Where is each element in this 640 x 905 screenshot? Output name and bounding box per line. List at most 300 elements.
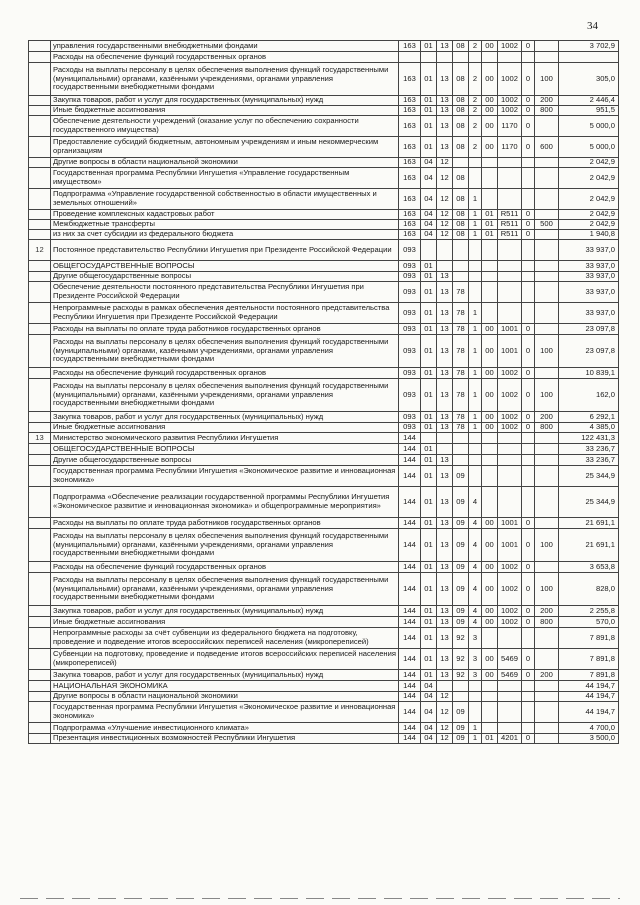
row-number bbox=[29, 303, 51, 324]
program-code: 92 bbox=[453, 670, 469, 681]
extra-code bbox=[522, 261, 535, 272]
direction-code bbox=[498, 466, 522, 487]
extra-code bbox=[522, 272, 535, 282]
program-code: 08 bbox=[453, 189, 469, 210]
subsection-code: 13 bbox=[437, 303, 453, 324]
table-row bbox=[29, 573, 619, 606]
row-name: Расходы на обеспечение функций государственных органов bbox=[51, 562, 399, 573]
ministry-code: 093 bbox=[399, 303, 421, 324]
event-code bbox=[482, 52, 498, 63]
row-amount: 33 937,0 bbox=[559, 272, 619, 282]
program-code: 78 bbox=[453, 368, 469, 379]
program-code: 92 bbox=[453, 649, 469, 670]
row-amount: 5 000,0 bbox=[559, 116, 619, 137]
row-amount: 23 097,8 bbox=[559, 324, 619, 335]
section-code: 01 bbox=[421, 670, 437, 681]
subsection-code: 13 bbox=[437, 617, 453, 628]
row-number bbox=[29, 210, 51, 220]
table-row bbox=[29, 692, 619, 702]
extra-code: 0 bbox=[522, 96, 535, 106]
direction-code bbox=[498, 628, 522, 649]
table-row bbox=[29, 379, 619, 412]
direction-code: 1002 bbox=[498, 368, 522, 379]
event-code: 00 bbox=[482, 606, 498, 617]
section-code bbox=[421, 433, 437, 444]
direction-code bbox=[498, 681, 522, 692]
program-code bbox=[453, 158, 469, 168]
row-number bbox=[29, 529, 51, 562]
row-number bbox=[29, 41, 51, 52]
extra-code: 0 bbox=[522, 573, 535, 606]
event-code: 00 bbox=[482, 335, 498, 368]
event-code: 01 bbox=[482, 210, 498, 220]
expense-type-code bbox=[535, 324, 559, 335]
row-amount: 2 446,4 bbox=[559, 96, 619, 106]
ministry-code bbox=[399, 52, 421, 63]
program-code: 09 bbox=[453, 518, 469, 529]
subprogram-code: 1 bbox=[469, 412, 482, 423]
subprogram-code: 3 bbox=[469, 628, 482, 649]
subprogram-code: 1 bbox=[469, 423, 482, 433]
program-code: 78 bbox=[453, 412, 469, 423]
row-name: Обеспечение деятельности учреждений (оказание услуг по обеспечению сохранности государственного имущества) bbox=[51, 116, 399, 137]
table-row bbox=[29, 628, 619, 649]
expense-type-code bbox=[535, 734, 559, 744]
row-amount: 2 255,8 bbox=[559, 606, 619, 617]
budget-table-body bbox=[29, 41, 619, 744]
row-name: Другие вопросы в области национальной экономики bbox=[51, 692, 399, 702]
section-code: 04 bbox=[421, 702, 437, 723]
direction-code bbox=[498, 272, 522, 282]
event-code bbox=[482, 433, 498, 444]
section-code: 01 bbox=[421, 617, 437, 628]
row-number bbox=[29, 335, 51, 368]
program-code: 78 bbox=[453, 324, 469, 335]
event-code bbox=[482, 240, 498, 261]
direction-code bbox=[498, 702, 522, 723]
row-number bbox=[29, 606, 51, 617]
direction-code: 1002 bbox=[498, 423, 522, 433]
program-code bbox=[453, 272, 469, 282]
row-number bbox=[29, 137, 51, 158]
subprogram-code bbox=[469, 158, 482, 168]
direction-code: 1002 bbox=[498, 573, 522, 606]
subsection-code bbox=[437, 261, 453, 272]
subprogram-code bbox=[469, 455, 482, 466]
expense-type-code: 500 bbox=[535, 220, 559, 230]
row-number bbox=[29, 466, 51, 487]
expense-type-code bbox=[535, 116, 559, 137]
subprogram-code: 4 bbox=[469, 573, 482, 606]
subprogram-code bbox=[469, 282, 482, 303]
row-name: Расходы на выплаты по оплате труда работников государственных органов bbox=[51, 324, 399, 335]
expense-type-code: 100 bbox=[535, 379, 559, 412]
ministry-code: 144 bbox=[399, 444, 421, 455]
row-amount: 162,0 bbox=[559, 379, 619, 412]
program-code: 09 bbox=[453, 529, 469, 562]
program-code: 09 bbox=[453, 573, 469, 606]
section-code: 01 bbox=[421, 606, 437, 617]
table-row bbox=[29, 433, 619, 444]
direction-code: 1002 bbox=[498, 562, 522, 573]
program-code: 08 bbox=[453, 106, 469, 116]
ministry-code: 163 bbox=[399, 41, 421, 52]
ministry-code: 093 bbox=[399, 423, 421, 433]
row-name: Закупка товаров, работ и услуг для государственных (муниципальных) нужд bbox=[51, 670, 399, 681]
extra-code: 0 bbox=[522, 41, 535, 52]
table-row bbox=[29, 116, 619, 137]
row-name: Иные бюджетные ассигнования bbox=[51, 423, 399, 433]
row-amount: 3 702,9 bbox=[559, 41, 619, 52]
row-number bbox=[29, 368, 51, 379]
table-row bbox=[29, 562, 619, 573]
row-amount: 5 000,0 bbox=[559, 137, 619, 158]
ministry-code: 093 bbox=[399, 412, 421, 423]
row-name: управления государственными внебюджетными фондами bbox=[51, 41, 399, 52]
row-amount: 828,0 bbox=[559, 573, 619, 606]
row-number bbox=[29, 379, 51, 412]
program-code: 08 bbox=[453, 41, 469, 52]
program-code bbox=[453, 52, 469, 63]
subprogram-code bbox=[469, 681, 482, 692]
row-number bbox=[29, 455, 51, 466]
expense-type-code bbox=[535, 518, 559, 529]
row-name: Министерство экономического развития Республики Ингушетия bbox=[51, 433, 399, 444]
row-number bbox=[29, 723, 51, 734]
row-name: ОБЩЕГОСУДАРСТВЕННЫЕ ВОПРОСЫ bbox=[51, 444, 399, 455]
direction-code: 1002 bbox=[498, 41, 522, 52]
extra-code bbox=[522, 692, 535, 702]
program-code: 08 bbox=[453, 96, 469, 106]
event-code: 00 bbox=[482, 96, 498, 106]
extra-code: 0 bbox=[522, 106, 535, 116]
section-code: 01 bbox=[421, 335, 437, 368]
subprogram-code bbox=[469, 272, 482, 282]
subsection-code: 13 bbox=[437, 466, 453, 487]
section-code bbox=[421, 240, 437, 261]
subprogram-code: 4 bbox=[469, 529, 482, 562]
expense-type-code: 600 bbox=[535, 137, 559, 158]
direction-code: 1002 bbox=[498, 106, 522, 116]
subsection-code: 13 bbox=[437, 573, 453, 606]
event-code bbox=[482, 168, 498, 189]
event-code: 00 bbox=[482, 518, 498, 529]
expense-type-code bbox=[535, 455, 559, 466]
row-number bbox=[29, 168, 51, 189]
row-number bbox=[29, 220, 51, 230]
section-code bbox=[421, 52, 437, 63]
extra-code bbox=[522, 681, 535, 692]
extra-code: 0 bbox=[522, 412, 535, 423]
table-row bbox=[29, 444, 619, 455]
row-amount: 44 194,7 bbox=[559, 702, 619, 723]
extra-code: 0 bbox=[522, 649, 535, 670]
subsection-code bbox=[437, 52, 453, 63]
section-code: 01 bbox=[421, 137, 437, 158]
ministry-code: 144 bbox=[399, 433, 421, 444]
row-number bbox=[29, 63, 51, 96]
row-number bbox=[29, 324, 51, 335]
row-name: Субвенции на подготовку, проведение и подведение итогов всероссийских переписей населения (микропереписей) bbox=[51, 649, 399, 670]
subprogram-code bbox=[469, 52, 482, 63]
expense-type-code: 800 bbox=[535, 423, 559, 433]
event-code bbox=[482, 303, 498, 324]
row-number: 13 bbox=[29, 433, 51, 444]
ministry-code: 163 bbox=[399, 220, 421, 230]
row-number bbox=[29, 692, 51, 702]
direction-code: 1002 bbox=[498, 379, 522, 412]
direction-code bbox=[498, 189, 522, 210]
row-name: Другие вопросы в области национальной экономики bbox=[51, 158, 399, 168]
direction-code bbox=[498, 261, 522, 272]
row-name: Закупка товаров, работ и услуг для государственных (муниципальных) нужд bbox=[51, 96, 399, 106]
program-code: 78 bbox=[453, 423, 469, 433]
row-amount: 2 042,9 bbox=[559, 210, 619, 220]
subsection-code: 13 bbox=[437, 670, 453, 681]
program-code bbox=[453, 240, 469, 261]
subprogram-code bbox=[469, 261, 482, 272]
row-amount: 570,0 bbox=[559, 617, 619, 628]
table-row bbox=[29, 606, 619, 617]
program-code: 08 bbox=[453, 220, 469, 230]
subsection-code: 13 bbox=[437, 423, 453, 433]
ministry-code: 144 bbox=[399, 487, 421, 518]
section-code: 01 bbox=[421, 628, 437, 649]
extra-code: 0 bbox=[522, 379, 535, 412]
direction-code bbox=[498, 433, 522, 444]
extra-code bbox=[522, 158, 535, 168]
program-code: 78 bbox=[453, 335, 469, 368]
subprogram-code: 1 bbox=[469, 210, 482, 220]
ministry-code: 144 bbox=[399, 628, 421, 649]
extra-code: 0 bbox=[522, 368, 535, 379]
direction-code bbox=[498, 158, 522, 168]
table-row bbox=[29, 272, 619, 282]
table-row bbox=[29, 335, 619, 368]
event-code bbox=[482, 723, 498, 734]
table-row bbox=[29, 518, 619, 529]
extra-code bbox=[522, 723, 535, 734]
expense-type-code bbox=[535, 230, 559, 240]
row-amount: 6 292,1 bbox=[559, 412, 619, 423]
ministry-code: 144 bbox=[399, 723, 421, 734]
section-code: 01 bbox=[421, 444, 437, 455]
row-number bbox=[29, 116, 51, 137]
subsection-code: 13 bbox=[437, 63, 453, 96]
row-number: 12 bbox=[29, 240, 51, 261]
row-name: Другие общегосударственные вопросы bbox=[51, 455, 399, 466]
table-row bbox=[29, 423, 619, 433]
direction-code: R511 bbox=[498, 220, 522, 230]
event-code: 01 bbox=[482, 230, 498, 240]
row-name: Непрограммные расходы в рамках обеспечения деятельности постоянного представительства Республики Ингушетия при Президенте Российской Федерации bbox=[51, 303, 399, 324]
row-amount: 33 937,0 bbox=[559, 240, 619, 261]
ministry-code: 144 bbox=[399, 573, 421, 606]
event-code bbox=[482, 487, 498, 518]
row-amount: 951,5 bbox=[559, 106, 619, 116]
direction-code bbox=[498, 487, 522, 518]
table-row bbox=[29, 52, 619, 63]
row-name: Расходы на выплаты персоналу в целях обеспечения выполнения функций государственными (муниципальными) органами, казёнными учреждениями, органами управления государственными внебюджетными фондами bbox=[51, 379, 399, 412]
expense-type-code bbox=[535, 52, 559, 63]
row-amount: 23 097,8 bbox=[559, 335, 619, 368]
subsection-code: 12 bbox=[437, 692, 453, 702]
row-name: НАЦИОНАЛЬНАЯ ЭКОНОМИКА bbox=[51, 681, 399, 692]
program-code: 92 bbox=[453, 628, 469, 649]
row-amount: 305,0 bbox=[559, 63, 619, 96]
budget-table-sheet bbox=[28, 40, 618, 744]
extra-code: 0 bbox=[522, 423, 535, 433]
table-row bbox=[29, 96, 619, 106]
row-number bbox=[29, 52, 51, 63]
ministry-code: 093 bbox=[399, 282, 421, 303]
table-row bbox=[29, 63, 619, 96]
ministry-code: 163 bbox=[399, 116, 421, 137]
ministry-code: 144 bbox=[399, 670, 421, 681]
event-code: 01 bbox=[482, 734, 498, 744]
row-number bbox=[29, 158, 51, 168]
subprogram-code: 1 bbox=[469, 335, 482, 368]
event-code: 00 bbox=[482, 41, 498, 52]
ministry-code: 163 bbox=[399, 230, 421, 240]
direction-code bbox=[498, 282, 522, 303]
section-code: 01 bbox=[421, 466, 437, 487]
direction-code: 1001 bbox=[498, 529, 522, 562]
event-code bbox=[482, 158, 498, 168]
subsection-code bbox=[437, 681, 453, 692]
section-code: 01 bbox=[421, 303, 437, 324]
ministry-code: 144 bbox=[399, 518, 421, 529]
event-code: 00 bbox=[482, 562, 498, 573]
row-amount: 25 344,9 bbox=[559, 466, 619, 487]
program-code: 09 bbox=[453, 617, 469, 628]
subprogram-code bbox=[469, 433, 482, 444]
expense-type-code bbox=[535, 368, 559, 379]
row-amount: 44 194,7 bbox=[559, 681, 619, 692]
subsection-code: 13 bbox=[437, 106, 453, 116]
row-name: Расходы на выплаты персоналу в целях обеспечения выполнения функций государственными (муниципальными) органами, казёнными учреждениями, органами управления государственными внебюджетными фондами bbox=[51, 529, 399, 562]
subsection-code: 13 bbox=[437, 368, 453, 379]
section-code: 04 bbox=[421, 692, 437, 702]
direction-code: 1002 bbox=[498, 412, 522, 423]
subprogram-code: 3 bbox=[469, 670, 482, 681]
ministry-code: 163 bbox=[399, 158, 421, 168]
table-row bbox=[29, 670, 619, 681]
ministry-code: 163 bbox=[399, 137, 421, 158]
row-number bbox=[29, 670, 51, 681]
table-row bbox=[29, 189, 619, 210]
row-amount: 21 691,1 bbox=[559, 518, 619, 529]
extra-code bbox=[522, 444, 535, 455]
row-name: Государственная программа Республики Ингушетия «Управление государственным имуществом» bbox=[51, 168, 399, 189]
expense-type-code: 200 bbox=[535, 606, 559, 617]
section-code: 01 bbox=[421, 272, 437, 282]
subprogram-code: 4 bbox=[469, 606, 482, 617]
row-amount: 21 691,1 bbox=[559, 529, 619, 562]
row-amount: 1 940,8 bbox=[559, 230, 619, 240]
row-number bbox=[29, 189, 51, 210]
table-row bbox=[29, 324, 619, 335]
extra-code bbox=[522, 455, 535, 466]
row-number bbox=[29, 734, 51, 744]
program-code: 09 bbox=[453, 562, 469, 573]
subsection-code: 12 bbox=[437, 702, 453, 723]
section-code: 01 bbox=[421, 96, 437, 106]
row-number bbox=[29, 272, 51, 282]
row-amount: 33 937,0 bbox=[559, 261, 619, 272]
program-code: 09 bbox=[453, 606, 469, 617]
ministry-code: 144 bbox=[399, 562, 421, 573]
event-code: 00 bbox=[482, 617, 498, 628]
ministry-code: 144 bbox=[399, 529, 421, 562]
row-name: Презентация инвестиционных возможностей Республики Ингушетия bbox=[51, 734, 399, 744]
ministry-code: 093 bbox=[399, 368, 421, 379]
subsection-code bbox=[437, 444, 453, 455]
row-amount bbox=[559, 52, 619, 63]
row-name: Расходы на выплаты персоналу в целях обеспечения выполнения функций государственными (муниципальными) органами, казёнными учреждениями, органами управления государственными внебюджетными фондами bbox=[51, 335, 399, 368]
ministry-code: 163 bbox=[399, 96, 421, 106]
table-row bbox=[29, 168, 619, 189]
row-number bbox=[29, 261, 51, 272]
direction-code: 1001 bbox=[498, 335, 522, 368]
subprogram-code: 2 bbox=[469, 116, 482, 137]
expense-type-code bbox=[535, 628, 559, 649]
table-row bbox=[29, 466, 619, 487]
table-row bbox=[29, 220, 619, 230]
subsection-code: 13 bbox=[437, 137, 453, 158]
program-code bbox=[453, 261, 469, 272]
table-row bbox=[29, 261, 619, 272]
row-name: Закупка товаров, работ и услуг для государственных (муниципальных) нужд bbox=[51, 606, 399, 617]
table-row bbox=[29, 137, 619, 158]
section-code: 04 bbox=[421, 734, 437, 744]
event-code: 00 bbox=[482, 116, 498, 137]
program-code bbox=[453, 455, 469, 466]
section-code: 04 bbox=[421, 158, 437, 168]
section-code: 01 bbox=[421, 116, 437, 137]
event-code bbox=[482, 261, 498, 272]
row-amount: 3 653,8 bbox=[559, 562, 619, 573]
section-code: 04 bbox=[421, 220, 437, 230]
subsection-code: 13 bbox=[437, 562, 453, 573]
direction-code: R511 bbox=[498, 230, 522, 240]
ministry-code: 144 bbox=[399, 681, 421, 692]
table-row bbox=[29, 529, 619, 562]
section-code: 04 bbox=[421, 230, 437, 240]
row-amount: 10 839,1 bbox=[559, 368, 619, 379]
expense-type-code bbox=[535, 433, 559, 444]
row-number bbox=[29, 702, 51, 723]
program-code bbox=[453, 681, 469, 692]
ministry-code: 093 bbox=[399, 324, 421, 335]
event-code: 00 bbox=[482, 529, 498, 562]
ministry-code: 163 bbox=[399, 210, 421, 220]
subprogram-code: 2 bbox=[469, 63, 482, 96]
extra-code: 0 bbox=[522, 137, 535, 158]
expense-type-code bbox=[535, 562, 559, 573]
subsection-code: 13 bbox=[437, 41, 453, 52]
row-number bbox=[29, 412, 51, 423]
ministry-code: 163 bbox=[399, 63, 421, 96]
row-number bbox=[29, 423, 51, 433]
row-number bbox=[29, 649, 51, 670]
subprogram-code bbox=[469, 168, 482, 189]
budget-table bbox=[28, 40, 619, 744]
row-name: Иные бюджетные ассигнования bbox=[51, 106, 399, 116]
row-number bbox=[29, 617, 51, 628]
program-code bbox=[453, 692, 469, 702]
expense-type-code: 100 bbox=[535, 335, 559, 368]
